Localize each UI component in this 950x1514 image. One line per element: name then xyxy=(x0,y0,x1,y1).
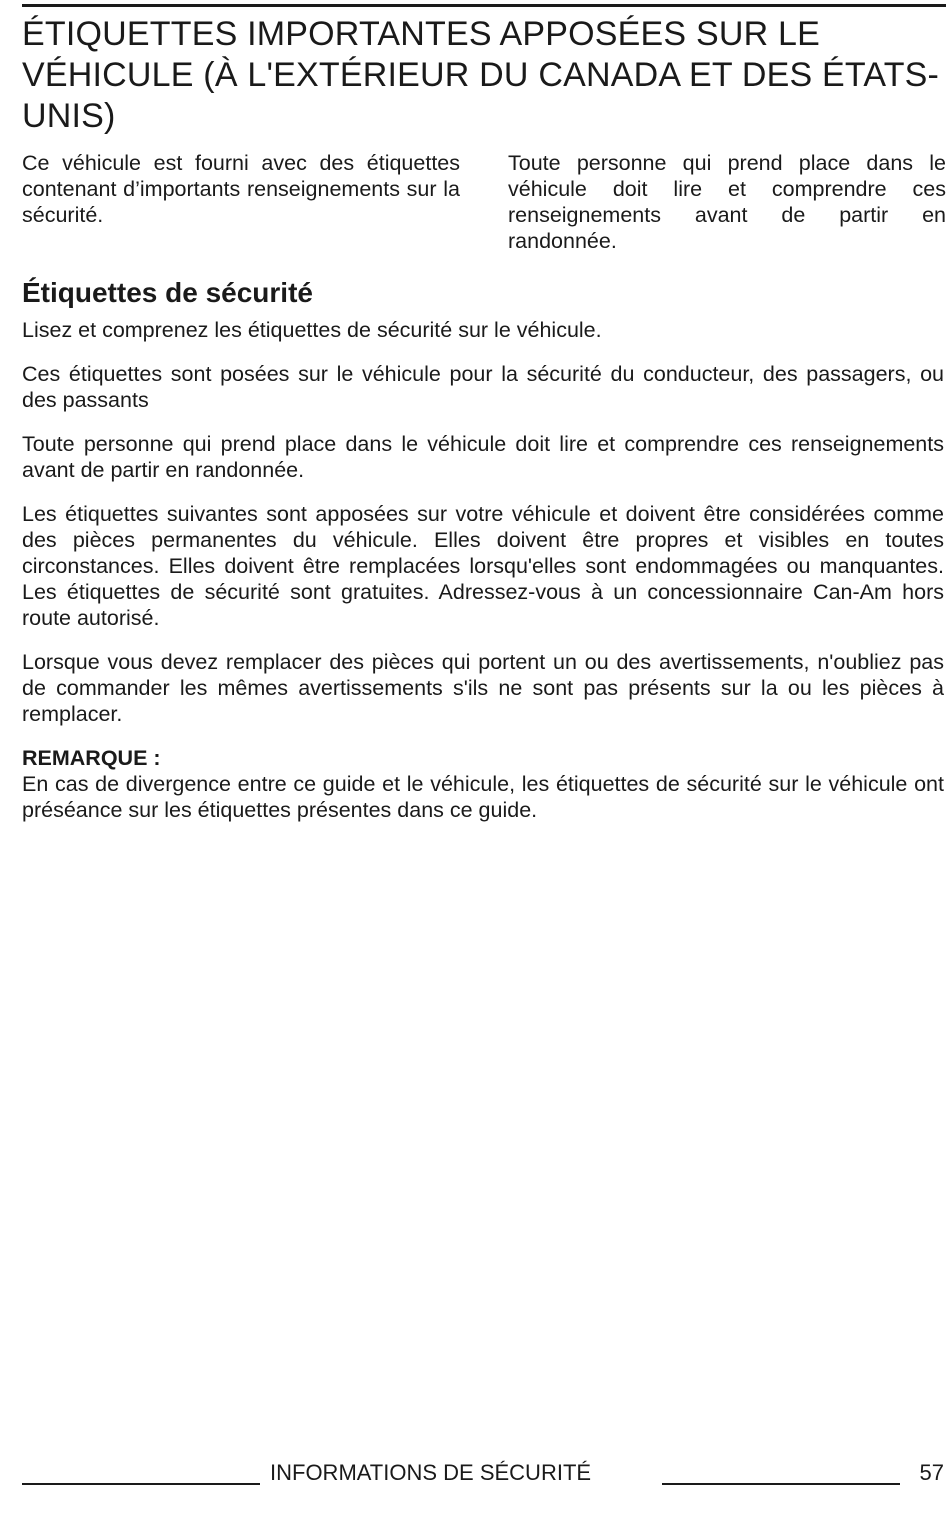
paragraph-read-labels: Lisez et comprenez les étiquettes de sécurité sur le véhicule. xyxy=(22,318,602,342)
paragraph-labels-purpose: Ces étiquettes sont posées sur le véhicule pour la sécurité du conducteur, des passagers, ou des passants xyxy=(22,362,944,412)
page-title: ÉTIQUETTES IMPORTANTES APPOSÉES SUR LE VÉHICULE (À L'EXTÉRIEUR DU CANADA ET DES ÉTATS-UNIS) xyxy=(22,15,940,135)
top-rule xyxy=(22,4,946,7)
page-footer xyxy=(22,1458,946,1488)
section-heading: Étiquettes de sécurité xyxy=(22,277,313,308)
intro-columns xyxy=(22,150,946,260)
footer-rule-left xyxy=(22,1483,260,1485)
intro-left-paragraph: Ce véhicule est fourni avec des étiquettes contenant d’importants renseignements sur la sécurité. xyxy=(22,151,460,227)
footer-section-title: INFORMATIONS DE SÉCURITÉ xyxy=(270,1460,592,1485)
intro-right-paragraph: Toute personne qui prend place dans le véhicule doit lire et comprendre ces renseignements avant de partir en randonnée. xyxy=(508,151,946,253)
paragraph-passengers-read: Toute personne qui prend place dans le véhicule doit lire et comprendre ces renseignements avant de partir en randonnée. xyxy=(22,432,944,482)
paragraph-permanent-labels: Les étiquettes suivantes sont apposées sur votre véhicule et doivent être considérées comme des pièces permanentes du véhicule. Elles doivent être propres et visibles en toutes circonstances. Elles doivent être remplacées lorsqu'elles sont endommagées ou manquantes. Les étiquettes de sécurité sont gratuites. Adressez-vous à un concessionnaire Can-Am hors route autorisé. xyxy=(22,502,944,630)
paragraph-replace-parts: Lorsque vous devez remplacer des pièces qui portent un ou des avertissements, n'oubliez pas de commander les mêmes avertissements s'ils ne sont pas présents sur la ou les pièces à remplacer. xyxy=(22,650,944,726)
note-text: En cas de divergence entre ce guide et le véhicule, les étiquettes de sécurité sur le véhicule ont préséance sur les étiquettes présentes dans ce guide. xyxy=(22,772,944,822)
page-number: 57 xyxy=(919,1460,944,1485)
note-label: REMARQUE : xyxy=(22,746,161,770)
section-body xyxy=(22,317,944,823)
footer-rule-right xyxy=(662,1483,900,1485)
